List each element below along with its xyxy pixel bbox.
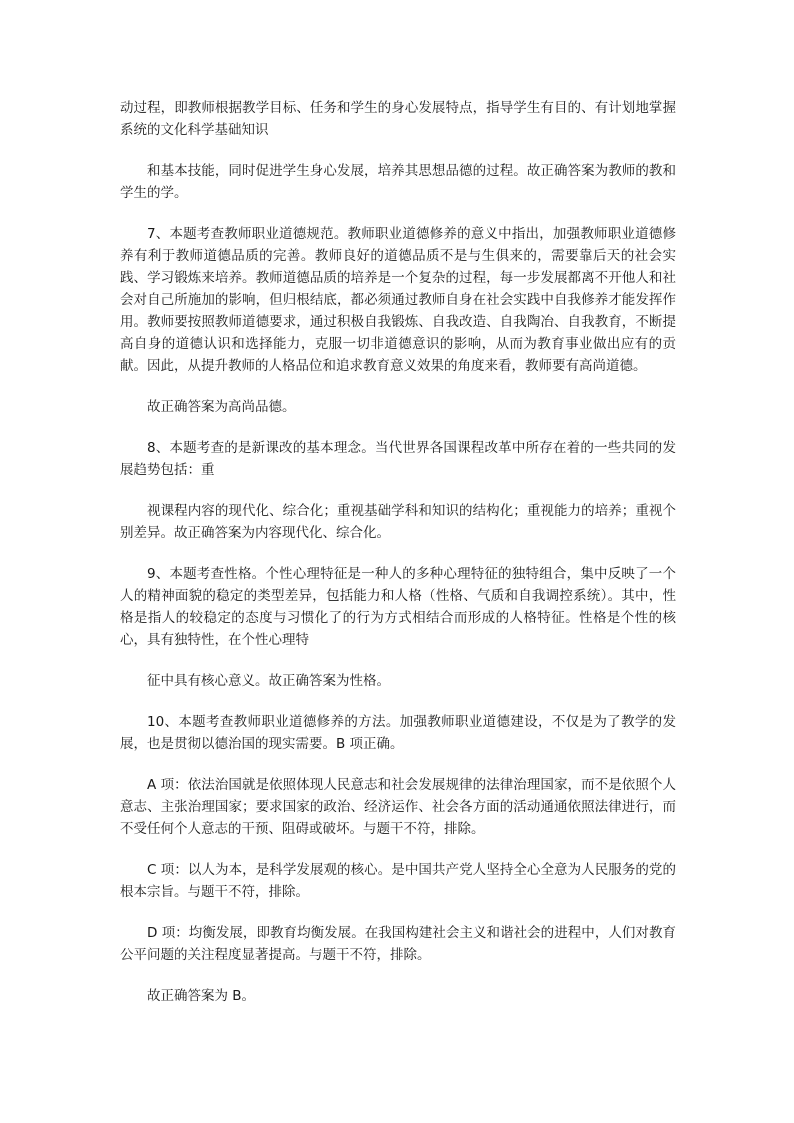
- paragraph-question-9: 9、本题考查性格。个性心理特征是一种人的多种心理特征的独特组合，集中反映了一个人的精神面貌的稳定的类型差异，包括能力和人格（性格、气质和自我调控系统）。其中，性格是指人的较稳定的态度与习惯化了的行为方式相结合而形成的人格特征。性格是个性的核心，具有独特性，在个性心理特: [120, 566, 676, 648]
- paragraph-answer-9: 征中具有核心意义。故正确答案为性格。: [147, 673, 390, 689]
- paragraph-answer-10: 故正确答案为 B。: [147, 988, 256, 1004]
- paragraph-question-8: 8、本题考查的是新课改的基本理念。当代世界各国课程改革中所存在着的一些共同的发展趋势包括：重: [120, 440, 676, 478]
- paragraph-option-a: A 项：依法治国就是依照体现人民意志和社会发展规律的法律治理国家，而不是依照个人意志、主张治理国家；要求国家的政治、经济运作、社会各方面的活动通通依照法律进行，而不受任何个人意志的干预、阻碍或破坏。与题干不符，排除。: [120, 777, 676, 837]
- paragraph-option-c: C 项：以人为本，是科学发展观的核心。是中国共产党人坚持全心全意为人民服务的党的根本宗旨。与题干不符，排除。: [120, 862, 676, 900]
- paragraph-intro-continued: 动过程，即教师根据教学目标、任务和学生的身心发展特点，指导学生有目的、有计划地掌握系统的文化科学基础知识: [120, 100, 676, 138]
- paragraph-question-10: 10、本题考查教师职业道德修养的方法。加强教师职业道德建设，不仅是为了教学的发展，也是贯彻以德治国的现实需要。B 项正确。: [120, 714, 676, 752]
- paragraph-option-d: D 项：均衡发展，即教育均衡发展。在我国构建社会主义和谐社会的进程中，人们对教育公平问题的关注程度显著提高。与题干不符，排除。: [120, 925, 676, 963]
- paragraph-answer-7: 故正确答案为高尚品德。: [147, 399, 296, 415]
- paragraph-answer-8: 视课程内容的现代化、综合化；重视基础学科和知识的结构化；重视能力的培养；重视个别差异。故正确答案为内容现代化、综合化。: [120, 503, 676, 541]
- paragraph-intro-answer: 和基本技能，同时促进学生身心发展，培养其思想品德的过程。故正确答案为教师的教和学生的学。: [120, 163, 676, 201]
- paragraph-question-7: 7、本题考查教师职业道德规范。教师职业道德修养的意义中指出，加强教师职业道德修养有利于教师道德品质的完善。教师良好的道德品质不是与生俱来的，需要靠后天的社会实践、学习锻炼来培养。教师道德品质的培养是一个复杂的过程，每一步发展都离不开他人和社会对自己所施加的影响，但归根结底，都必须通过教师自身在社会实践中自我修养才能发挥作用。教师要按照教师道德要求，通过积极自我锻炼、自我改造、自我陶冶、自我教育，不断提高自身的道德认识和选择能力，克服一切非道德意识的影响，从而为教育事业做出应有的贡献。因此，从提升教师的人格品位和追求教育意义效果的角度来看，教师要有高尚道德。: [120, 226, 676, 374]
- document-body: [120, 97, 676, 1007]
